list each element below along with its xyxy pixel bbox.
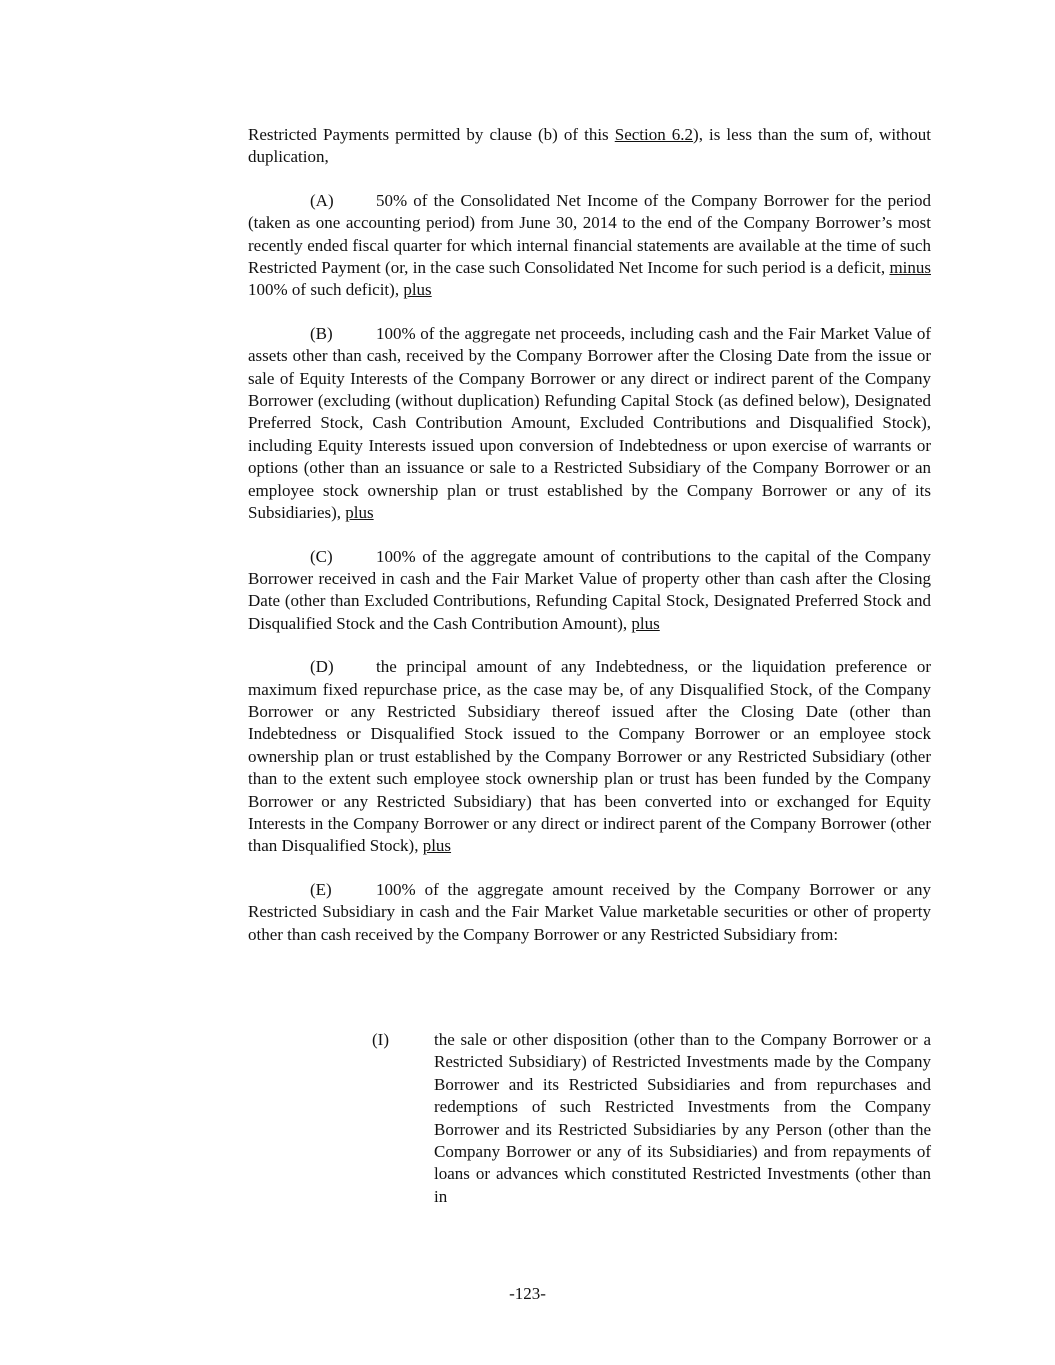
intro-text-pre: Restricted Payments permitted by clause (b) of this — [248, 125, 615, 144]
subclause-label: (I) — [372, 1030, 389, 1049]
clause-c — [248, 546, 931, 636]
clause-label: (D) — [310, 657, 334, 677]
clause-label: (C) — [310, 546, 333, 566]
intro-paragraph — [248, 124, 931, 169]
plus-term: plus — [422, 836, 452, 856]
subclause-text: the sale or other disposition (other than to the Company Borrower or a Restricted Subsidiary) of Restricted Investments made by the Company Borrower and its Restricted Subsidiaries and from repurchases and redemptions of such Restricted Investments from the Company Borrower and its Restricted Subsidiaries by any Person (other than the Company Borrower or any of its Subsidiaries) and from repayments of loans or advances which constituted Restricted Investments (other than in — [434, 1030, 931, 1206]
page-number: -123- — [509, 1284, 546, 1303]
intro-text-post: ), is less than the sum of, without duplication, — [248, 125, 931, 167]
clause-e — [248, 879, 931, 946]
clause-text: 50% of the Consolidated Net Income of the Company Borrower for the period (taken as one accounting period) from June 30, 2014 to the end of the Company Borrower’s most recently ended fiscal quarter for which internal financial statements are available at the time of such Restricted Payment (or, in the case such Consolidated Net Income for such period is a deficit, — [248, 190, 931, 278]
section-link: Section 6.2 — [614, 125, 694, 144]
clause-text: 100% of the aggregate amount received by the Company Borrower or any Restricted Subsidiary in cash and the Fair Market Value marketable securities or other of property other than cash received by the Company Borrower or any Restricted Subsidiary from: — [248, 879, 931, 944]
document-body — [248, 124, 931, 967]
clause-b — [248, 323, 931, 525]
plus-term: plus — [403, 280, 432, 300]
clause-text: the principal amount of any Indebtedness, or the liquidation preference or maximum fixed repurchase price, as the case may be, of any Disqualified Stock, of the Company Borrower or any Restricted Subsidiary thereof issued after the Closing Date (other than Indebtedness or Disqualified Stock issued to the Company Borrower or an employee stock ownership plan or trust established by the Company Borrower or any Restricted Subsidiary (other than to the extent such employee stock ownership plan or trust has been funded by the Company Borrower or any Restricted Subsidiary) that has been converted into or exchanged for Equity Interests in the Company Borrower or any direct or indirect parent of the Company Borrower (other than Disqualified Stock), — [248, 657, 931, 856]
clause-text-mid: 100% of such deficit), — [248, 280, 404, 300]
clause-label: (A) — [310, 190, 334, 210]
subclause-i — [372, 1029, 931, 1208]
clause-a — [248, 190, 931, 302]
clause-text: 100% of the aggregate amount of contributions to the capital of the Company Borrower received in cash and the Fair Market Value of property other than cash after the Closing Date (other than Excluded Contributions, Refunding Capital Stock, Designated Preferred Stock and Disqualified Stock and the Cash Contribution Amount), — [248, 546, 931, 633]
plus-term: plus — [631, 613, 660, 633]
clause-d — [248, 656, 931, 858]
plus-term: plus — [345, 503, 374, 523]
minus-term: minus — [889, 258, 931, 278]
clause-label: (E) — [310, 879, 332, 899]
clause-text: 100% of the aggregate net proceeds, including cash and the Fair Market Value of assets other than cash, received by the Company Borrower after the Closing Date from the issue or sale of Equity Interests of the Company Borrower or any direct or indirect parent of the Company Borrower (excluding (without duplication) Refunding Capital Stock (as defined below), Designated Preferred Stock, Cash Contribution Amount, Excluded Contributions and Disqualified Stock), including Equity Interests issued upon conversion of Indebtedness or upon exercise of warrants or options (other than an issuance or sale to a Restricted Subsidiary of the Company Borrower or an employee stock ownership plan or trust established by the Company Borrower or any of its Subsidiaries), — [248, 323, 931, 523]
clause-label: (B) — [310, 323, 333, 343]
